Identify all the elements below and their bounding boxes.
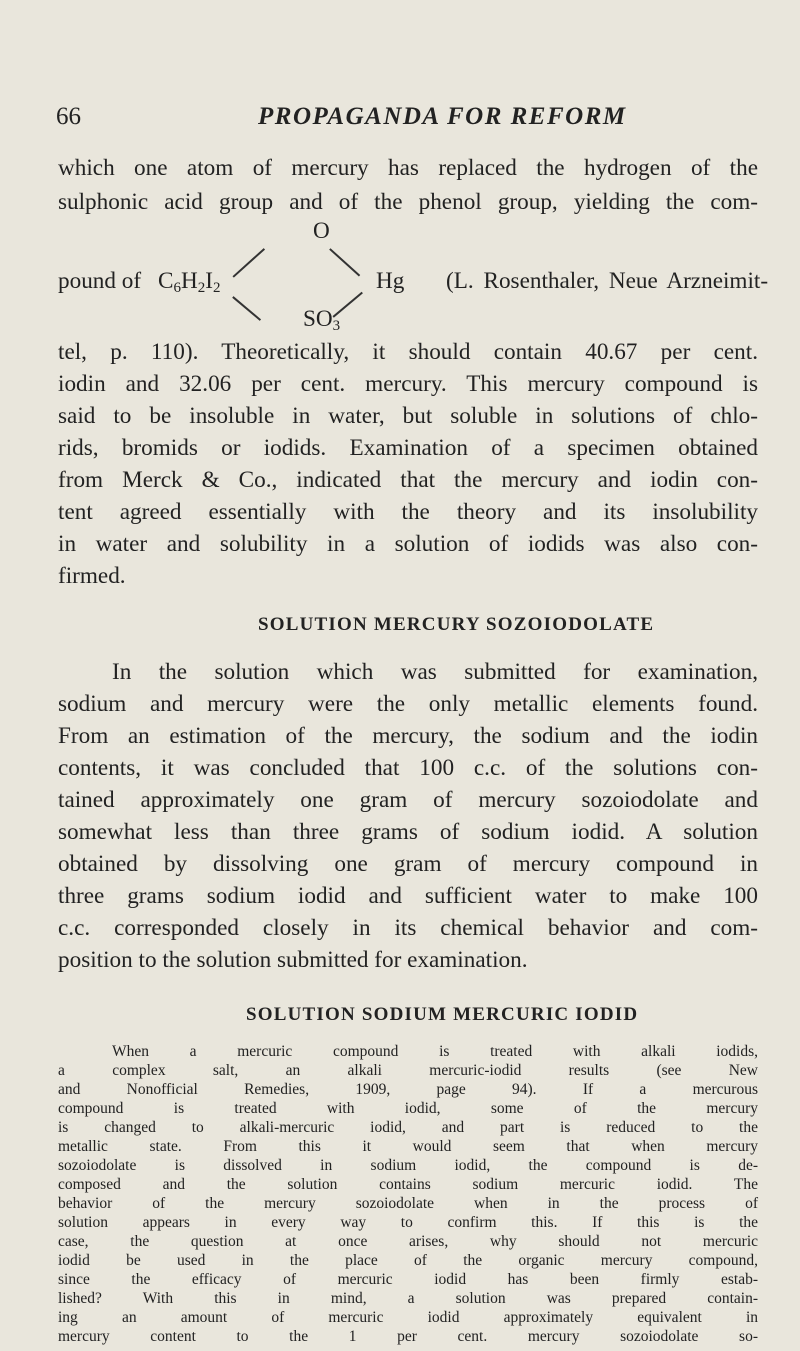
text-line: from Merck & Co., indicated that the mercury and iodin con- <box>58 467 758 493</box>
text-line: a complex salt, an alkali mercuric-iodid results (see New <box>58 1062 758 1079</box>
text-line: sodium and mercury were the only metallic elements found. <box>58 691 758 717</box>
formula-prefix: pound of <box>58 268 142 294</box>
text-line: From an estimation of the mercury, the sodium and the iodin <box>58 723 758 749</box>
text-line: rids, bromids or iodids. Examination of a specimen obtained <box>58 435 758 461</box>
text-line: When a mercuric compound is treated with alkali iodids, <box>112 1043 758 1060</box>
formula-core: C6H2I2 <box>158 268 221 296</box>
text-line: in water and solubility in a solution of iodids was also con- <box>58 531 758 557</box>
text-line: behavior of the mercury sozoiodolate when in the process of <box>58 1195 758 1212</box>
bond-upper-right <box>329 248 360 276</box>
formula-citation: (L. Rosenthaler, Neue Arzneimit- <box>446 268 769 294</box>
text-line: compound is treated with iodid, some of the mercury <box>58 1100 758 1117</box>
text-line: tel, p. 110). Theoretically, it should contain 40.67 per cent. <box>58 339 758 365</box>
text-line: c.c. corresponded closely in its chemical behavior and com- <box>58 915 758 941</box>
text-line: solution appears in every way to confirm this. If this is the <box>58 1214 758 1231</box>
page-header <box>56 103 756 139</box>
text-line: mercury content to the 1 per cent. mercury sozoiodolate so- <box>58 1328 758 1345</box>
text-line: said to be insoluble in water, but soluble in solutions of chlo- <box>58 403 758 429</box>
section-heading: SOLUTION SODIUM MERCURIC IODID <box>246 1004 639 1025</box>
formula-mercury: Hg <box>376 268 405 294</box>
text-line: case, the question at once arises, why should not mercuric <box>58 1233 758 1250</box>
text-line: since the efficacy of mercuric iodid has been firmly estab- <box>58 1271 758 1288</box>
chemical-formula <box>58 218 769 340</box>
text-line: contents, it was concluded that 100 c.c. of the solutions con- <box>58 755 758 781</box>
text-line: iodin and 32.06 per cent. mercury. This mercury compound is <box>58 371 758 397</box>
running-title: PROPAGANDA FOR REFORM <box>258 103 627 130</box>
page-number: 66 <box>56 103 81 130</box>
text-line: tent agreed essentially with the theory and its insolubility <box>58 499 758 525</box>
text-line: composed and the solution contains sodium mercuric iodid. The <box>58 1176 758 1193</box>
text-line: is changed to alkali-mercuric iodid, and part is reduced to the <box>58 1119 758 1136</box>
section-heading: SOLUTION MERCURY SOZOIODOLATE <box>258 614 655 635</box>
text-line: which one atom of mercury has replaced the hydrogen of the <box>58 155 758 181</box>
text-line: metallic state. From this it would seem that when mercury <box>58 1138 758 1155</box>
text-line: sulphonic acid group and of the phenol group, yielding the com- <box>58 189 758 215</box>
text-line: lished? With this in mind, a solution was prepared contain- <box>58 1290 758 1307</box>
text-line: ing an amount of mercuric iodid approximately equivalent in <box>58 1309 758 1326</box>
formula-oxygen: O <box>313 218 330 244</box>
text-line: position to the solution submitted for examination. <box>58 947 528 973</box>
text-line: and Nonofficial Remedies, 1909, page 94). If a mercurous <box>58 1081 758 1098</box>
text-line: tained approximately one gram of mercury sozoiodolate and <box>58 787 758 813</box>
text-line: somewhat less than three grams of sodium iodid. A solution <box>58 819 758 845</box>
bond-lower-left <box>233 296 262 320</box>
text-line: obtained by dissolving one gram of mercury compound in <box>58 851 758 877</box>
text-line: In the solution which was submitted for examination, <box>112 659 758 685</box>
text-line: sozoiodolate is dissolved in sodium iodid, the compound is de- <box>58 1157 758 1174</box>
text-line: firmed. <box>58 563 126 589</box>
bond-lower-right <box>333 292 363 318</box>
formula-sulfonyl: SO3 <box>303 306 341 334</box>
bond-upper-left <box>232 248 264 277</box>
text-line: iodid be used in the place of the organic mercury compound, <box>58 1252 758 1269</box>
text-line: three grams sodium iodid and sufficient water to make 100 <box>58 883 758 909</box>
